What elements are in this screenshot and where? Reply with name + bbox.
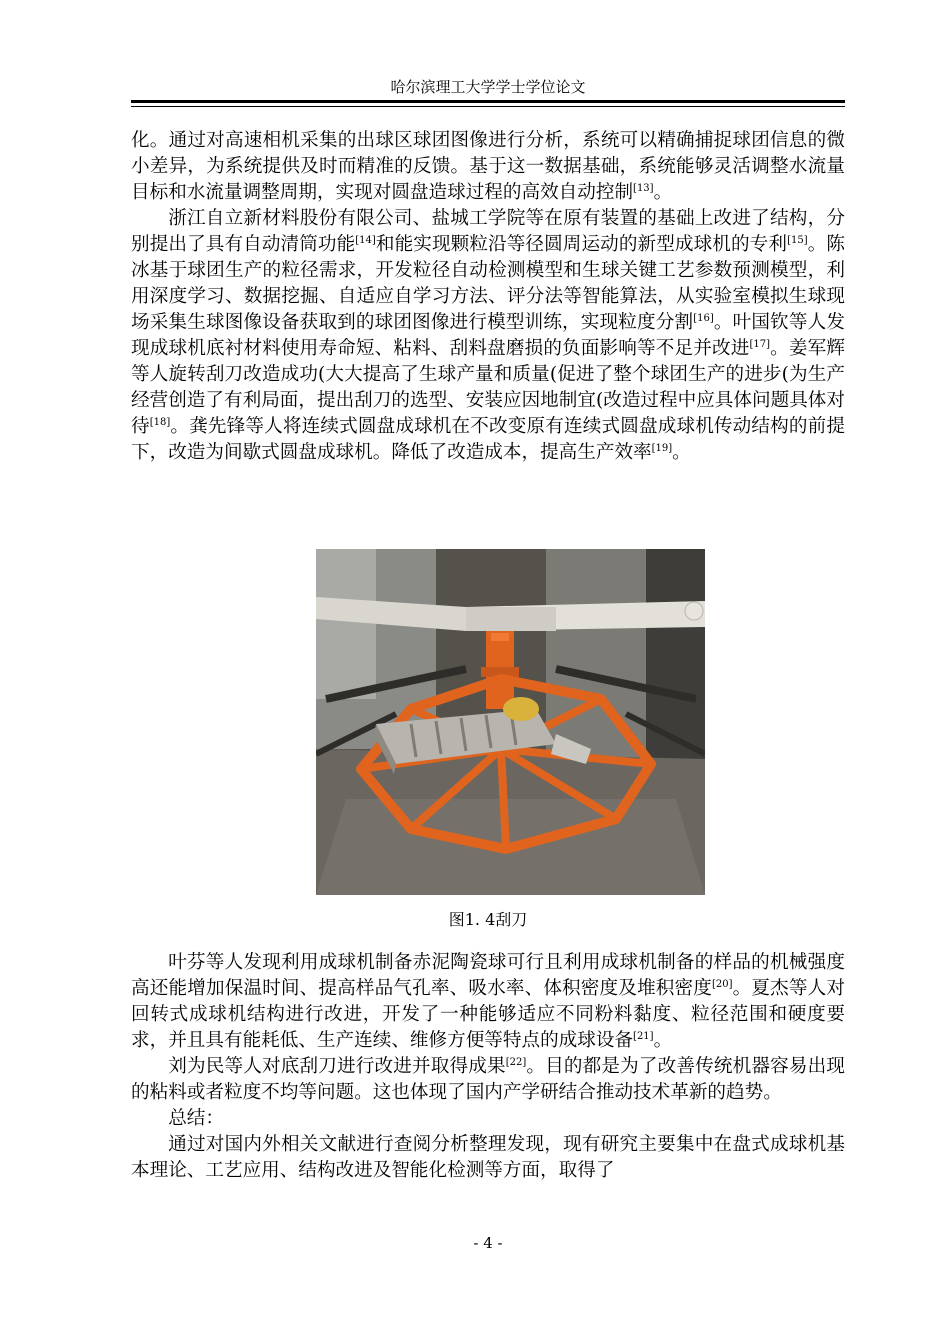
running-header: 哈尔滨理工大学学士学位论文 — [390, 78, 586, 96]
citation[interactable]: [18] — [149, 417, 171, 428]
citation[interactable]: [21] — [633, 1031, 654, 1042]
paragraph-red-mud-ceramic: 叶芬等人发现利用成球机制备赤泥陶瓷球可行且利用成球机制备的样品的机械强度高还能增加保温时间、提高样品气孔率、吸水率、体积密度及堆积密度[20]。夏杰等人对回转式成球机结构进行改进，开发了一种能够适应不同粉料黏度、粒径范围和硬度要求，并且具有能耗低、生产连续、维修方便等特点的成球设备[21]。 — [131, 952, 845, 1051]
figure-caption: 图1. 4刮刀 — [448, 910, 528, 929]
citation[interactable]: [17] — [749, 339, 771, 350]
paragraph-domestic-improvements: 浙江自立新材料股份有限公司、盐城工学院等在原有装置的基础上改进了结构，分别提出了具有自动清筒功能[14]和能实现颗粒沿等径圆周运动的新型成球机的专利[15]。陈冰基于球团生产的粒径需求，开发粒径自动检测模型和生球关键工艺参数预测模型，利用深度学习、数据挖掘、自适应自学习方法、评分法等智能算法，从实验室模拟生球现场采集生球图像设备获取到的球团图像进行模型训练，实现粒度分割[16]。叶国钦等人发现成球机底衬材料使用寿命短、粘料、刮料盘磨损的负面影响等不足并改进[17]。姜军辉等人旋转刮刀改造成功(大大提高了生球产量和质量(促进了整个球团生产的进步(为生产经营创造了有利局面，提出刮刀的选型、安装应因地制宜(改造过程中应具体问题具体对待[18]。龚先锋等人将连续式圆盘成球机在不改变原有连续式圆盘成球机传动结构的前提下，改造为间歇式圆盘成球机。降低了改造成本，提高生产效率[19]。 — [131, 208, 845, 463]
paragraph-bottom-scraper: 刘为民等人对底刮刀进行改进并取得成果[22]。目的都是为了改善传统机器容易出现的粘料或者粒度不均等问题。这也体现了国内产学研结合推动技术革新的趋势。 — [131, 1056, 845, 1103]
citation[interactable]: [20] — [712, 979, 733, 990]
lower-text — [131, 950, 845, 1184]
header-rule-thin — [131, 106, 845, 107]
header-rule-thick — [131, 100, 845, 103]
figure-scraper-photo — [316, 549, 705, 895]
paragraph-continuation: 化。通过对高速相机采集的出球区球团图像进行分析，系统可以精确捕捉球团信息的微小差异，为系统提供及时而精准的反馈。基于这一数据基础，系统能够灵活调整水流量目标和水流量调整周期，实现对圆盘造球过程的高效自动控制[13]。 — [131, 130, 845, 203]
paragraph-summary-heading: 总结： — [168, 1108, 224, 1129]
citation[interactable]: [22] — [505, 1057, 527, 1068]
citation[interactable]: [16] — [693, 313, 714, 324]
page-number: - 4 - — [473, 1234, 503, 1252]
citation[interactable]: [13] — [633, 183, 654, 194]
scraper-photo-illustration — [316, 549, 705, 895]
upper-text — [131, 128, 845, 466]
paragraph-summary: 通过对国内外相关文献进行查阅分析整理发现，现有研究主要集中在盘式成球机基本理论、工艺应用、结构改进及智能化检测等方面，取得了 — [131, 1134, 845, 1181]
citation[interactable]: [15] — [787, 235, 808, 246]
citation[interactable]: [14] — [355, 235, 376, 246]
citation[interactable]: [19] — [651, 443, 673, 454]
